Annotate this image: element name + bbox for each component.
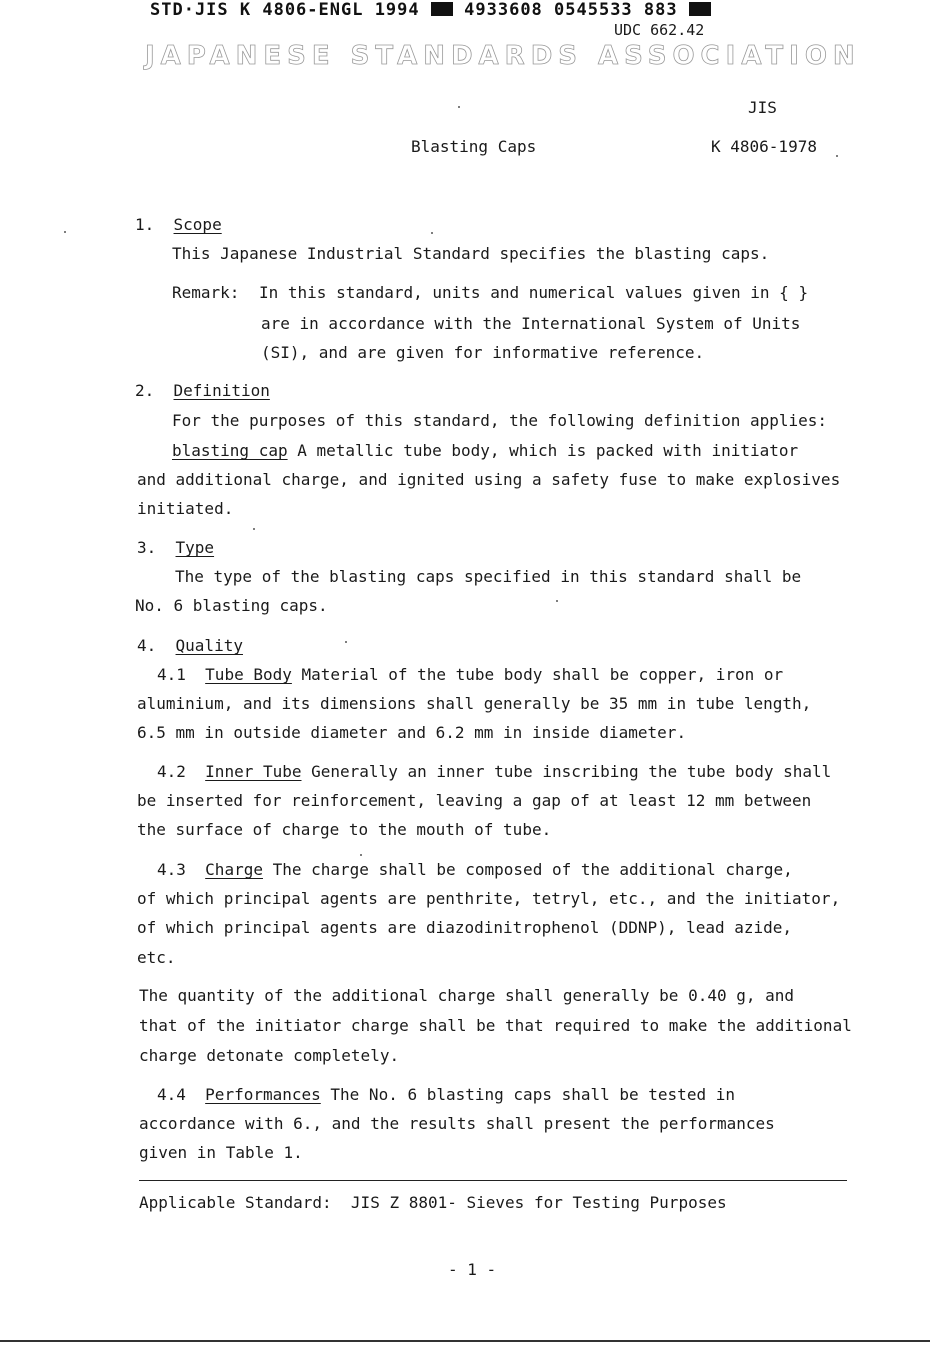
footer-divider [139, 1180, 847, 1181]
clause-line: of which principal agents are penthrite, tetryl, etc., and the initiator, [137, 889, 841, 908]
type-line: The type of the blasting caps specified in this standard shall be [175, 567, 802, 586]
scan-speck [64, 231, 66, 233]
scope-body: This Japanese Industrial Standard specifies the blasting caps. [172, 244, 770, 263]
clause-line: the surface of charge to the mouth of tube. [137, 820, 552, 839]
definition-term-line: blasting cap A metallic tube body, which is packed with initiator [172, 441, 799, 460]
scan-speck [431, 232, 433, 234]
standard-number: K 4806-1978 [711, 137, 817, 156]
clause-4-2: 4.2 Inner Tube Generally an inner tube inscribing the tube body shall [157, 762, 832, 781]
defined-term: blasting cap [172, 441, 288, 460]
section-type: 3. Type [137, 538, 215, 557]
document-title: Blasting Caps [411, 137, 537, 156]
remark-label: Remark: [172, 283, 240, 302]
black-bar [689, 2, 711, 16]
remark-line: (SI), and are given for informative reference. [261, 343, 705, 362]
applicable-standard: Applicable Standard: JIS Z 8801- Sieves for Testing Purposes [139, 1193, 727, 1212]
clause-line: of which principal agents are diazodinitrophenol (DDNP), lead azide, [137, 918, 793, 937]
definition-line: initiated. [137, 499, 234, 518]
scan-speck [360, 854, 362, 856]
header-doc-code: STD·JIS K 4806-ENGL 1994 4933608 0545533 883 [150, 0, 711, 20]
quantity-line: that of the initiator charge shall be that required to make the additional [139, 1016, 852, 1035]
bottom-edge-line [0, 1340, 930, 1342]
section-scope: 1. Scope [135, 215, 222, 234]
clause-line: etc. [137, 948, 176, 967]
scan-speck [345, 641, 347, 643]
clause-line: accordance with 6., and the results shall present the performances [139, 1114, 775, 1133]
scan-speck [556, 600, 558, 602]
quantity-line: charge detonate completely. [139, 1046, 400, 1065]
clause-4-3: 4.3 Charge The charge shall be composed of the additional charge, [157, 860, 793, 879]
remark-line: In this standard, units and numerical values given in { } [259, 283, 809, 302]
scan-speck [836, 155, 838, 157]
udc-number: UDC 662.42 [614, 21, 705, 39]
clause-line: given in Table 1. [139, 1143, 303, 1162]
definition-line: and additional charge, and ignited using a safety fuse to make explosives [137, 470, 841, 489]
clause-4-1: 4.1 Tube Body Material of the tube body shall be copper, iron or [157, 665, 784, 684]
jis-label: JIS [748, 98, 777, 117]
page-number: - 1 - [448, 1260, 497, 1279]
clause-line: 6.5 mm in outside diameter and 6.2 mm in inside diameter. [137, 723, 687, 742]
watermark: JAPANESE STANDARDS ASSOCIATION [145, 41, 861, 71]
black-bar [431, 2, 453, 16]
section-definition: 2. Definition [135, 381, 270, 400]
clause-line: aluminium, and its dimensions shall generally be 35 mm in tube length, [137, 694, 812, 713]
scan-speck [458, 106, 460, 108]
definition-line: For the purposes of this standard, the following definition applies: [172, 411, 828, 430]
scan-speck [253, 528, 255, 530]
section-quality: 4. Quality [137, 636, 243, 655]
clause-line: be inserted for reinforcement, leaving a gap of at least 12 mm between [137, 791, 812, 810]
quantity-line: The quantity of the additional charge shall generally be 0.40 g, and [139, 986, 795, 1005]
type-line: No. 6 blasting caps. [135, 596, 328, 615]
clause-4-4: 4.4 Performances The No. 6 blasting caps shall be tested in [157, 1085, 735, 1104]
remark-line: are in accordance with the International System of Units [261, 314, 801, 333]
